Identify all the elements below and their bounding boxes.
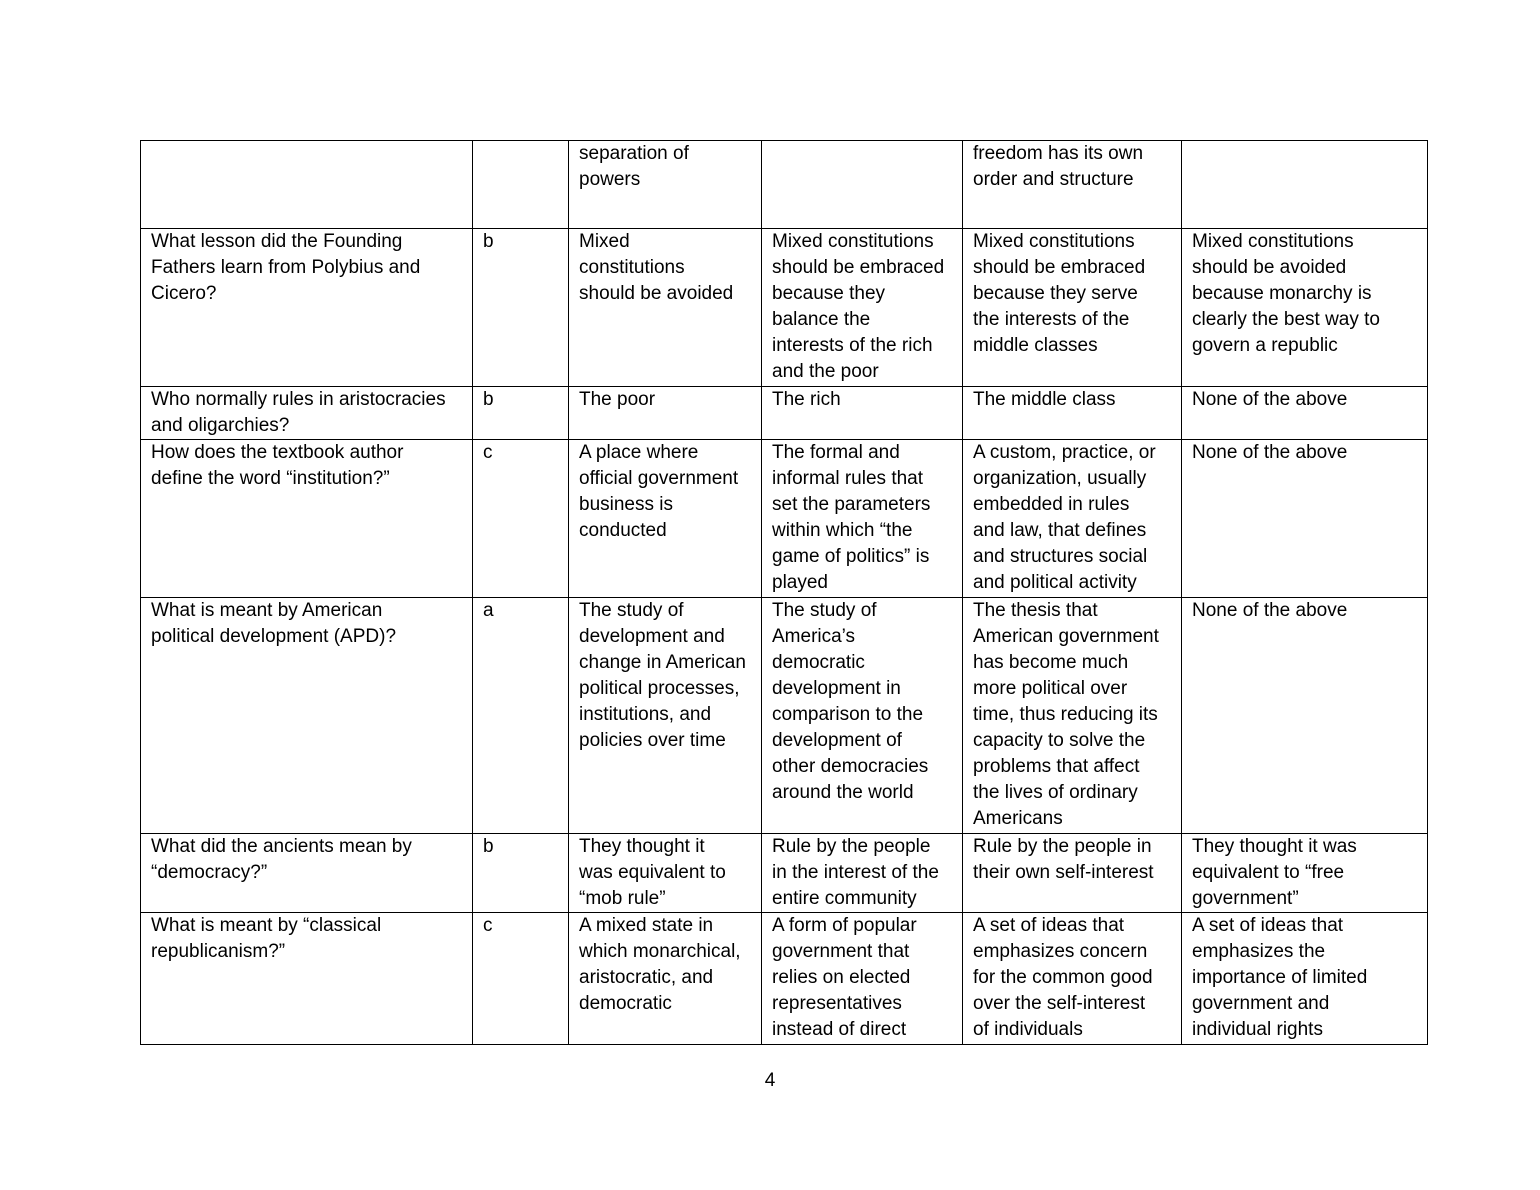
question-cell: What is meant by “classical republicanism?” [141, 913, 473, 1045]
option-b-cell: A form of popular government that relies on elected representatives instead of direct [762, 913, 963, 1045]
option-a-cell: Mixed constitutions should be avoided [569, 229, 762, 387]
option-c-cell: Mixed constitutions should be embraced because they serve the interests of the middle classes [963, 229, 1182, 387]
question-cell: What did the ancients mean by “democracy?” [141, 834, 473, 913]
table-row [141, 440, 1428, 598]
option-d-cell: None of the above [1182, 387, 1428, 440]
answer-key-cell [473, 141, 569, 229]
answer-key-cell: b [473, 387, 569, 440]
option-c-cell: freedom has its own order and structure [963, 141, 1182, 229]
option-a-cell: A mixed state in which monarchical, aristocratic, and democratic [569, 913, 762, 1045]
option-d-cell: They thought it was equivalent to “free government” [1182, 834, 1428, 913]
question-cell: Who normally rules in aristocracies and oligarchies? [141, 387, 473, 440]
option-a-cell: The poor [569, 387, 762, 440]
quiz-table [140, 140, 1428, 1045]
table-row [141, 834, 1428, 913]
option-b-cell: Rule by the people in the interest of the entire community [762, 834, 963, 913]
option-a-cell: They thought it was equivalent to “mob rule” [569, 834, 762, 913]
option-b-cell: The formal and informal rules that set the parameters within which “the game of politics” is played [762, 440, 963, 598]
option-c-cell: A custom, practice, or organization, usually embedded in rules and law, that defines and structures social and political activity [963, 440, 1182, 598]
page-number: 4 [764, 1070, 776, 1091]
option-d-cell: None of the above [1182, 440, 1428, 598]
option-c-cell: The middle class [963, 387, 1182, 440]
question-cell: How does the textbook author define the word “institution?” [141, 440, 473, 598]
table-row [141, 598, 1428, 834]
option-a-cell: The study of development and change in American political processes, institutions, and policies over time [569, 598, 762, 834]
option-b-cell: Mixed constitutions should be embraced because they balance the interests of the rich and the poor [762, 229, 963, 387]
option-c-cell: Rule by the people in their own self-interest [963, 834, 1182, 913]
question-cell [141, 141, 473, 229]
answer-key-cell: c [473, 913, 569, 1045]
option-d-cell [1182, 141, 1428, 229]
option-b-cell: The rich [762, 387, 963, 440]
option-a-cell: separation of powers [569, 141, 762, 229]
option-c-cell: A set of ideas that emphasizes concern for the common good over the self-interest of individuals [963, 913, 1182, 1045]
question-cell: What is meant by American political development (APD)? [141, 598, 473, 834]
table-row [141, 913, 1428, 1045]
table-row [141, 387, 1428, 440]
table-row [141, 229, 1428, 387]
answer-key-cell: a [473, 598, 569, 834]
question-cell: What lesson did the Founding Fathers learn from Polybius and Cicero? [141, 229, 473, 387]
answer-key-cell: b [473, 229, 569, 387]
answer-key-cell: b [473, 834, 569, 913]
option-d-cell: A set of ideas that emphasizes the importance of limited government and individual rights [1182, 913, 1428, 1045]
answer-key-cell: c [473, 440, 569, 598]
option-c-cell: The thesis that American government has become much more political over time, thus reducing its capacity to solve the problems that affect the lives of ordinary Americans [963, 598, 1182, 834]
table-row [141, 141, 1428, 229]
option-d-cell: None of the above [1182, 598, 1428, 834]
option-a-cell: A place where official government business is conducted [569, 440, 762, 598]
option-d-cell: Mixed constitutions should be avoided because monarchy is clearly the best way to govern a republic [1182, 229, 1428, 387]
option-b-cell [762, 141, 963, 229]
option-b-cell: The study of America’s democratic development in comparison to the development of other democracies around the world [762, 598, 963, 834]
